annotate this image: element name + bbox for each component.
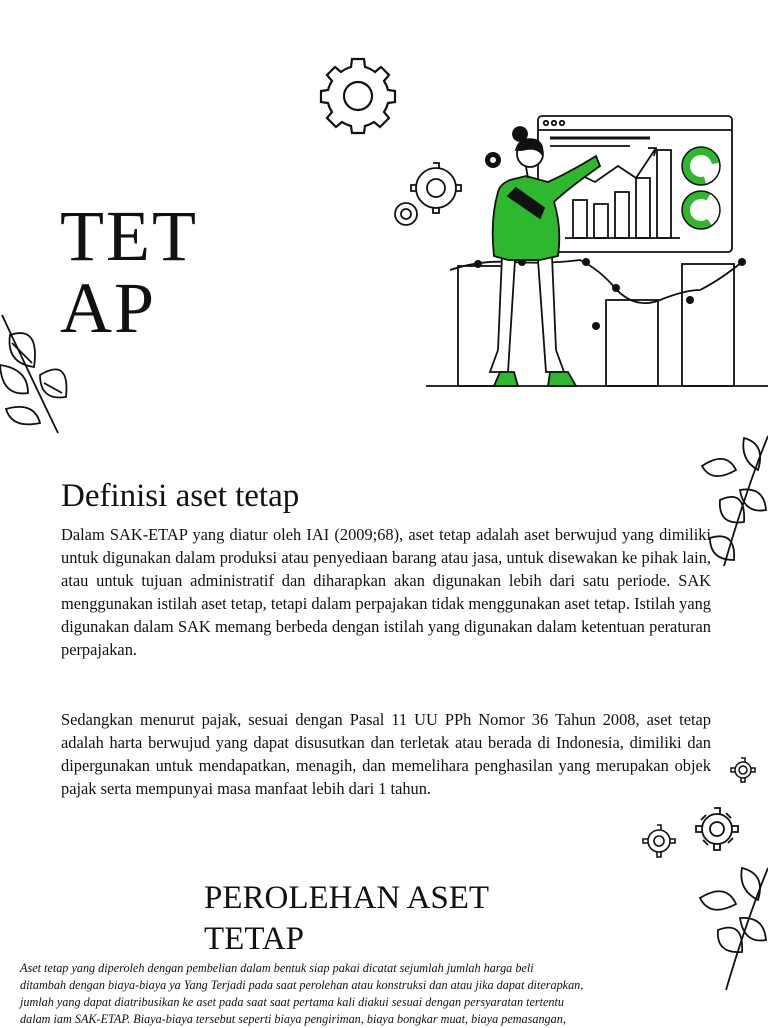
- perolehan-line: dalam iam SAK-ETAP. Biaya-biaya tersebut seperti biaya pengiriman, biaya bongkar muat, biaya pemasangan,: [20, 1012, 566, 1026]
- page-title: [60, 200, 220, 344]
- title-line-2: AP: [60, 268, 157, 344]
- gear-icon: [642, 824, 676, 858]
- business-presentation-illustration: [390, 110, 768, 392]
- dark-gear-icon: [485, 152, 501, 168]
- perolehan-line: jumlah yang dapat diatribusikan ke aset pada saat saat pertama kali diakui sesuai dengan persyaratan tertentu: [20, 995, 564, 1009]
- gear-icon: [318, 56, 398, 136]
- perolehan-heading-line-2: TETAP: [204, 921, 305, 957]
- section-heading-definisi: Definisi aset tetap: [61, 478, 300, 514]
- section-heading-perolehan: [204, 878, 489, 960]
- perolehan-heading-line-1: PEROLEHAN ASET: [204, 880, 490, 916]
- small-gear-icon: [411, 163, 461, 213]
- leaf-branch-icon: [696, 862, 768, 992]
- perolehan-line: Aset tetap yang diperoleh dengan pembelian dalam bentuk siap pakai dicatat sejumlah jumlah harga beli: [20, 961, 534, 975]
- title-line-1: TET: [60, 200, 198, 276]
- gear-icon: [730, 757, 756, 783]
- gear-icon: [694, 806, 740, 852]
- leaf-branch-icon: [0, 305, 80, 435]
- perolehan-line: ditambah dengan biaya-biaya ya Yang Terjadi pada saat perolehan atau konstruksi dan atau jika dapat diterapkan,: [20, 978, 584, 992]
- tiny-gear-icon: [395, 203, 417, 225]
- definisi-paragraph-2: Sedangkan menurut pajak, sesuai dengan Pasal 11 UU PPh Nomor 36 Tahun 2008, aset tetap adalah harta berwujud yang dapat disusutkan dan terletak atau berada di Indonesia, dimiliki dan dipergunakan untuk mendapatkan, menagih, dan memelihara penghasilan yang merupakan objek pajak serta mempunyai masa manfaat lebih dari 1 tahun.: [61, 710, 711, 798]
- definisi-paragraph-1: Dalam SAK-ETAP yang diatur oleh IAI (2009;68), aset tetap adalah aset berwujud yang dimiliki untuk digunakan dalam produksi atau penyediaan barang atau jasa, untuk disewakan ke pihak lain, atau untuk tujuan administratif dan diharapkan akan digunakan lebih dari satu periode. SAK menggunakan istilah aset tetap, tetapi dalam perpajakan tidak menggunakan aset tetap. Istilah yang digunakan dalam SAK memang berbeda dengan istilah yang digunakan dalam ketentuan peraturan perpajakan.: [61, 525, 711, 659]
- perolehan-paragraph: [20, 960, 700, 1028]
